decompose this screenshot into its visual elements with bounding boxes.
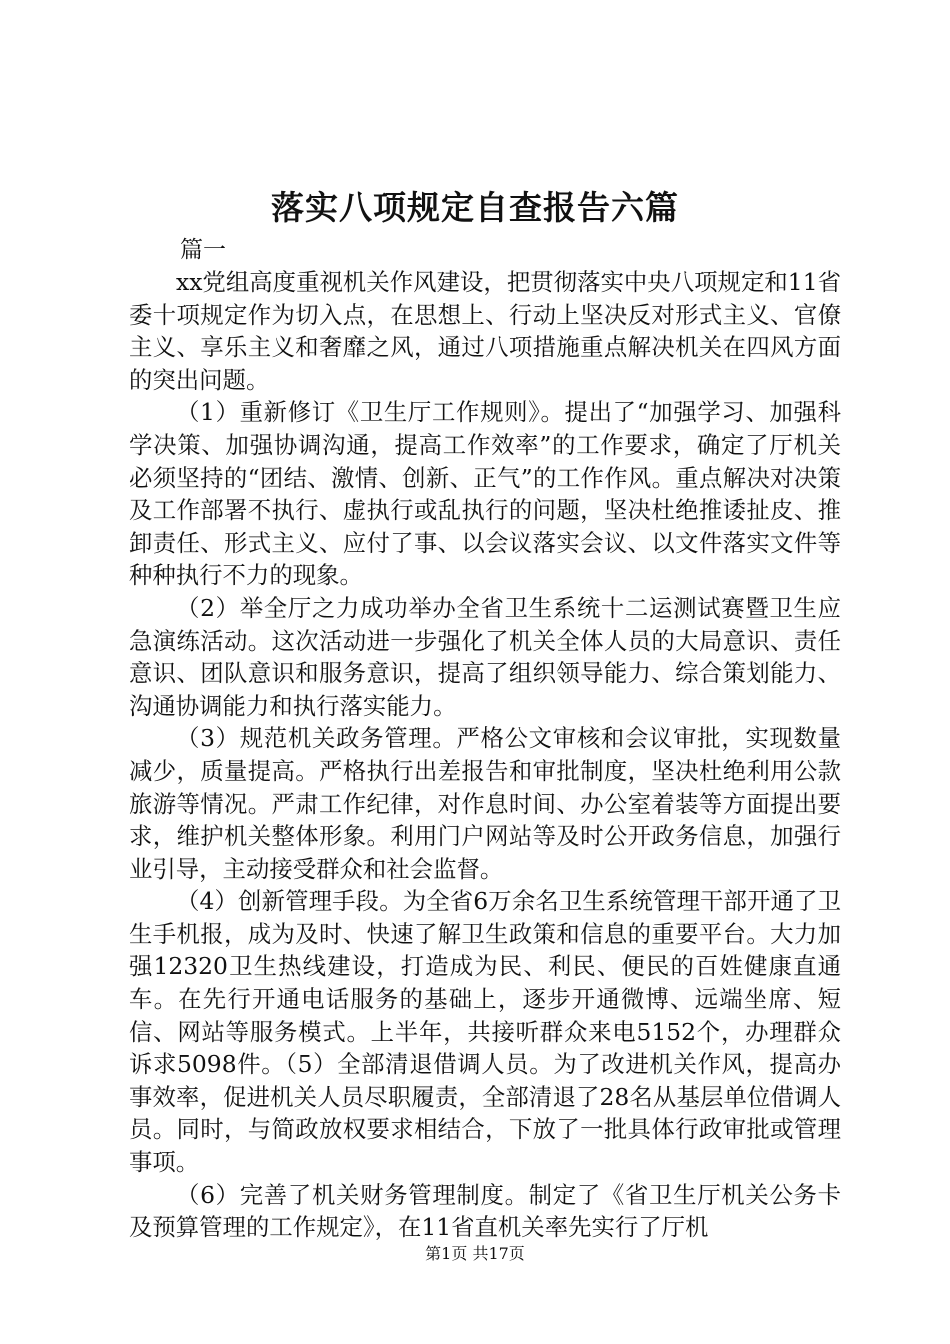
paragraph-item-2: （2）举全厅之力成功举办全省卫生系统十二运测试赛暨卫生应急演练活动。这次活动进一步强化了机关全体人员的大局意识、责任意识、团队意识和服务意识，提高了组织领导能力、综合策划能力、沟通协调能力和执行落实能力。 xyxy=(129,593,841,720)
document-title: 落实八项规定自查报告六篇 xyxy=(271,188,679,227)
document-body xyxy=(129,266,841,1244)
paragraph-intro: xx党组高度重视机关作风建设，把贯彻落实中央八项规定和11省委十项规定作为切入点，在思想上、行动上坚决反对形式主义、官僚主义、享乐主义和奢靡之风，通过八项措施重点解决机关在四风方面的突出问题。 xyxy=(129,268,841,394)
paragraph-item-3: （3）规范机关政务管理。严格公文审核和会议审批，实现数量减少，质量提高。严格执行出差报告和审批制度，坚决杜绝利用公款旅游等情况。严肃工作纪律，对作息时间、办公室着装等方面提出要求，维护机关整体形象。利用门户网站等及时公开政务信息，加强行业引导，主动接受群众和社会监督。 xyxy=(129,724,841,883)
paragraph-item-1: （1）重新修订《卫生厅工作规则》。提出了“加强学习、加强科学决策、加强协调沟通，提高工作效率”的工作要求，确定了厅机关必须坚持的“团结、激情、创新、正气”的工作作风。重点解决对决策及工作部署不执行、虚执行或乱执行的问题，坚决杜绝推诿扯皮、推卸责任、形式主义、应付了事、以会议落实会议、以文件落实文件等种种执行不力的现象。 xyxy=(129,398,841,590)
page-footer: 第1页 共17页 xyxy=(425,1244,525,1263)
paragraph-item-6: （6）完善了机关财务管理制度。制定了《省卫生厅机关公务卡及预算管理的工作规定》，在11省直机关率先实行了厅机 xyxy=(129,1180,841,1242)
paragraph-item-4-5: （4）创新管理手段。为全省6万余名卫生系统管理干部开通了卫生手机报，成为及时、快速了解卫生政策和信息的重要平台。大力加强12320卫生热线建设，打造成为民、利民、便民的百姓健康直通车。在先行开通电话服务的基础上，逐步开通微博、远端坐席、短信、网站等服务模式。上半年，共接听群众来电5152个，办理群众诉求5098件。（5）全部清退借调人员。为了改进机关作风，提高办事效率，促进机关人员尽职履责，全部清退了28名从基层单位借调人员。同时，与简政放权要求相结合，下放了一批具体行政审批或管理事项。 xyxy=(129,887,841,1177)
section-label: 篇一 xyxy=(180,237,226,263)
